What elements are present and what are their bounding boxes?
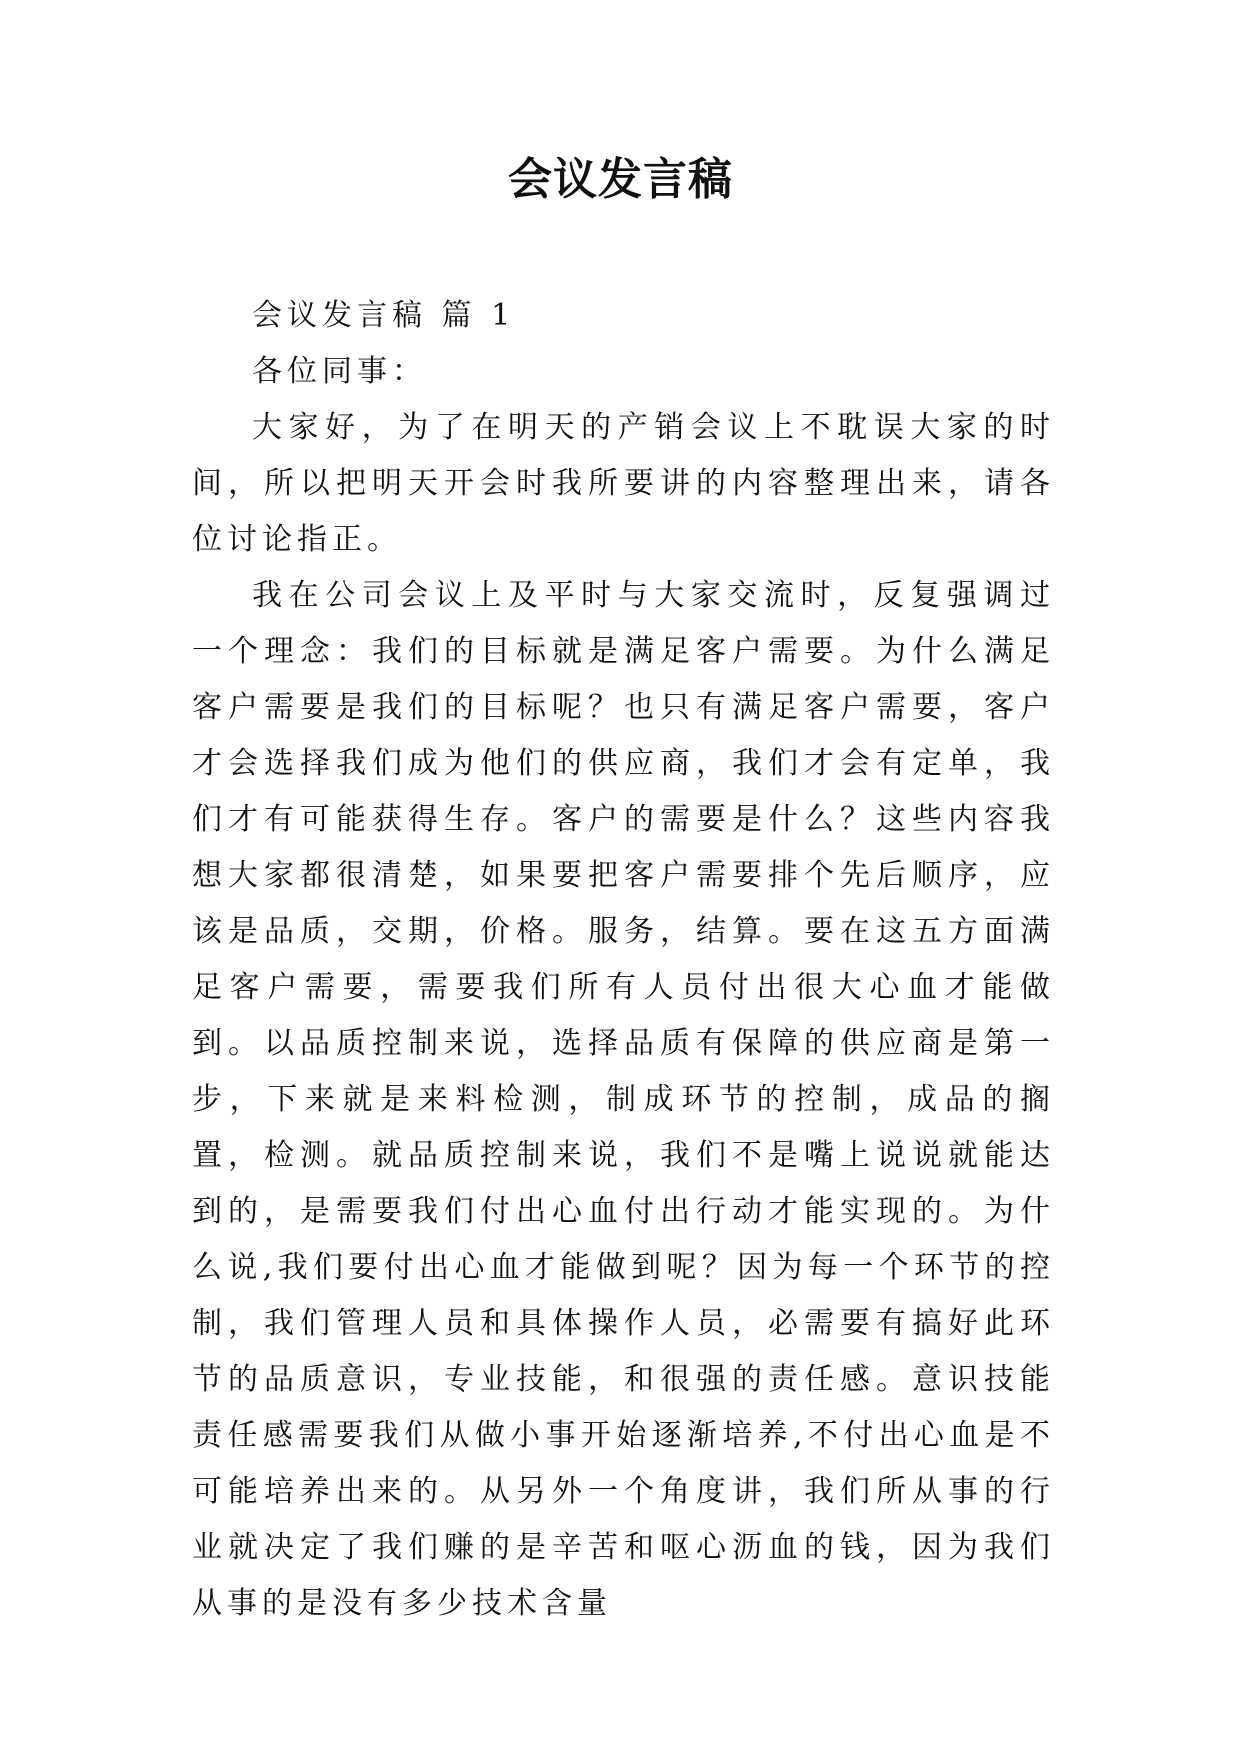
document-body — [192, 288, 1055, 1632]
paragraph-customer-needs: 我在公司会议上及平时与大家交流时，反复强调过一个理念：我们的目标就是满足客户需要。为什么满足客户需要是我们的目标呢？也只有满足客户需要，客户才会选择我们成为他们的供应商，我们才会有定单，我们才有可能获得生存。客户的需要是什么？这些内容我想大家都很清楚，如果要把客户需要排个先后顺序，应该是品质，交期，价格。服务，结算。要在这五方面满足客户需要，需要我们所有人员付出很大心血才能做到。以品质控制来说，选择品质有保障的供应商是第一步，下来就是来料检测，制成环节的控制，成品的搁置，检测。就品质控制来说，我们不是嘴上说说就能达到的，是需要我们付出心血付出行动才能实现的。为什么说,我们要付出心血才能做到呢？因为每一个环节的控制，我们管理人员和具体操作人员，必需要有搞好此环节的品质意识，专业技能，和很强的责任感。意识技能责任感需要我们从做小事开始逐渐培养,不付出心血是不可能培养出来的。从另外一个角度讲，我们所从事的行业就决定了我们赚的是辛苦和呕心沥血的钱，因为我们从事的是没有多少技术含量 — [192, 578, 1055, 1621]
salutation: 各位同事： — [252, 354, 427, 389]
section-heading: 会议发言稿 篇 1 — [252, 298, 516, 333]
document-title: 会议发言稿 — [508, 154, 733, 205]
paragraph-greeting: 大家好，为了在明天的产销会议上不耽误大家的时间，所以把明天开会时我所要讲的内容整理出来，请各位讨论指正。 — [192, 410, 1055, 557]
